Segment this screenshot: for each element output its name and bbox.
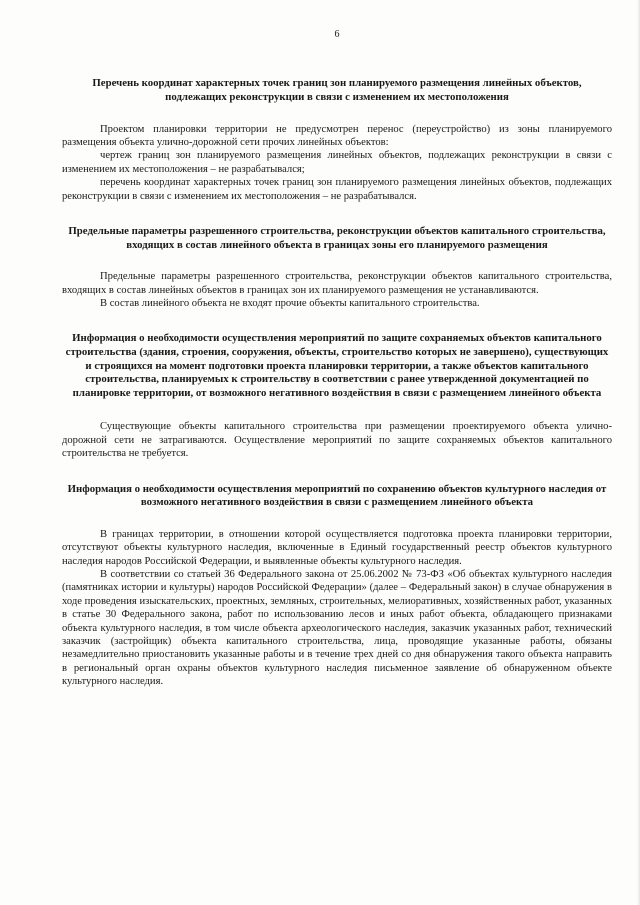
paragraph: Существующие объекты капитального строительства при размещении проектируемого объекта улично-дорожной сети не затрагиваются. Осуществление мероприятий по защите сохраняемых объектов капитального строительства не требуется. xyxy=(62,421,612,460)
paragraph: В состав линейного объекта не входят прочие объекты капитального строительства. xyxy=(100,298,480,310)
paragraph: Проектом планировки территории не предусмотрен перенос (переустройство) из зоны планируемого размещения объекта улично-дорожной сети прочих линейных объектов: xyxy=(62,123,612,148)
paragraph: Предельные параметры разрешенного строительства, реконструкции объектов капитального строительства, входящих в состав линейных объектов в границах зон их планируемого размещения не устанавливаются. xyxy=(62,271,612,296)
section-heading-protection: Информация о необходимости осуществления мероприятий по защите сохраняемых объектов капитального строительства (здания, строения, сооружения, объекты, строительство которых не завершено), существующих и строящихся на момент подготовки проекта планировки территории, а также объектов капитального строительства, планируемых к строительству в соответствии с ранее утвержденной документацией по планировке территории, от возможного негативного воздействия в связи с размещением линейного объекта xyxy=(65,332,609,399)
paragraph: В границах территории, в отношении которой осуществляется подготовка проекта планировки территории, отсутствуют объекты культурного наследия, включенные в Единый государственный реестр объектов культурного наследия народов Российской Федерации, и выявленные объекты культурного наследия. xyxy=(62,528,612,567)
paragraph: В соответствии со статьей 36 Федерального закона от 25.06.2002 № 73-ФЗ «Об объектах культурного наследия (памятниках истории и культуры) народов Российской Федерации» (далее – Федеральный закон) в случае обнаружения в ходе проведения изыскательских, проектных, земляных, строительных, мелиоративных, хозяйственных работ, указанных в статье 30 Федерального закона, работ по использованию лесов и иных работ объекта, обладающего признаками объекта культурного наследия, в том числе объекта археологического наследия, заказчик указанных работ, технический заказчик (застройщик) объекта капитального строительства, лица, проводящие указанные работы, обязаны незамедлительно приостановить указанные работы и в течение трех дней со дня обнаружения такого объекта направить в региональный орган охраны объектов культурного наследия письменное заявление об обнаруженном объекте культурного наследия. xyxy=(62,569,612,688)
section-heading-coordinates: Перечень координат характерных точек границ зон планируемого размещения линейных объектов, подлежащих реконструкции в связи с изменением их местоположения xyxy=(92,77,582,103)
section-heading-parameters: Предельные параметры разрешенного строительства, реконструкции объектов капитального строительства, входящих в состав линейного объекта в границах зоны его планируемого размещения xyxy=(68,225,606,251)
paragraph: перечень координат характерных точек границ зон планируемого размещения линейных объектов, подлежащих реконструкции в связи с изменением их местоположения – не разрабатывался. xyxy=(62,177,612,202)
section-heading-cultural-heritage: Информация о необходимости осуществления мероприятий по сохранению объектов культурного наследия от возможного негативного воздействия в связи с размещением линейного объекта xyxy=(67,482,607,509)
page-number: 6 xyxy=(334,29,340,40)
paragraph: чертеж границ зон планируемого размещения линейных объектов, подлежащих реконструкции в связи с изменением их местоположения – не разрабатывался; xyxy=(62,150,612,175)
